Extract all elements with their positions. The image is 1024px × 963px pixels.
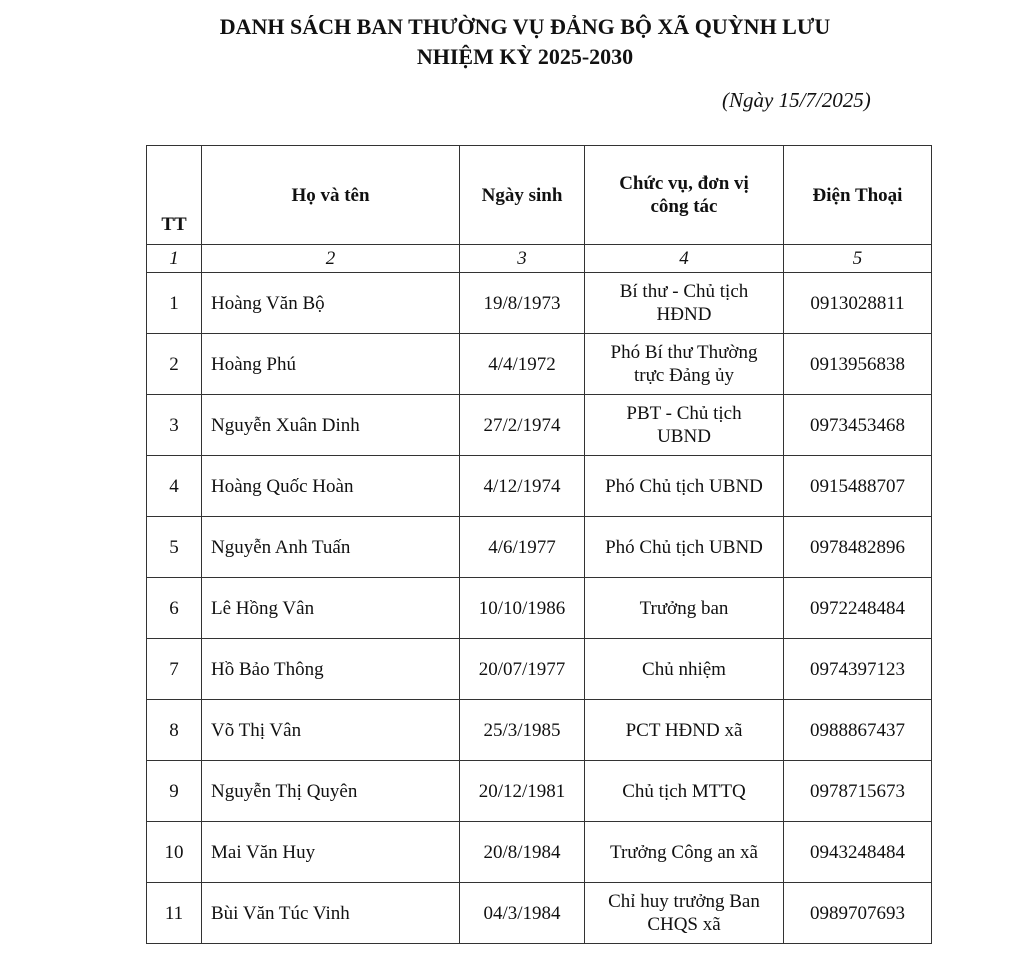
cell-tt: 7 <box>147 639 202 700</box>
header-row <box>147 146 932 245</box>
cell-phone: 0989707693 <box>784 883 932 944</box>
cell-position <box>585 639 784 700</box>
cell-name: Hoàng Văn Bộ <box>202 273 460 334</box>
table-row <box>147 761 932 822</box>
cell-position <box>585 700 784 761</box>
table-row <box>147 822 932 883</box>
cell-phone: 0978715673 <box>784 761 932 822</box>
cell-dob: 04/3/1984 <box>460 883 585 944</box>
cell-tt: 3 <box>147 395 202 456</box>
cell-dob: 4/12/1974 <box>460 456 585 517</box>
cell-tt: 10 <box>147 822 202 883</box>
table-row <box>147 883 932 944</box>
position-line-2: CHQS xã <box>647 914 721 935</box>
column-number: 4 <box>585 245 784 273</box>
position-line-1: Phó Chủ tịch UBND <box>605 475 763 497</box>
cell-phone: 0988867437 <box>784 700 932 761</box>
column-number: 3 <box>460 245 585 273</box>
cell-name: Bùi Văn Túc Vinh <box>202 883 460 944</box>
cell-name: Nguyễn Thị Quyên <box>202 761 460 822</box>
cell-dob: 4/6/1977 <box>460 517 585 578</box>
document-title <box>0 12 1024 72</box>
position-line-2: trực Đảng ủy <box>634 365 734 386</box>
position-line-2: UBND <box>657 426 711 447</box>
cell-position <box>585 334 784 395</box>
cell-dob: 19/8/1973 <box>460 273 585 334</box>
table-row <box>147 700 932 761</box>
cell-dob: 20/07/1977 <box>460 639 585 700</box>
header-tt: TT <box>147 146 202 245</box>
cell-tt: 2 <box>147 334 202 395</box>
cell-dob: 20/8/1984 <box>460 822 585 883</box>
column-number: 5 <box>784 245 932 273</box>
header-position-text: Chức vụ, đơn vị công tác <box>619 173 749 217</box>
table-row <box>147 456 932 517</box>
cell-phone: 0943248484 <box>784 822 932 883</box>
title-line-2: NHIỆM KỲ 2025-2030 <box>416 44 634 69</box>
cell-name: Võ Thị Vân <box>202 700 460 761</box>
cell-phone: 0915488707 <box>784 456 932 517</box>
column-number: 1 <box>147 245 202 273</box>
header-phone: Điện Thoại <box>784 146 932 245</box>
position-line-2: HĐND <box>656 304 712 325</box>
position-line-1: Chỉ huy trưởng Ban <box>608 891 760 912</box>
members-table <box>146 145 932 944</box>
cell-dob: 4/4/1972 <box>460 334 585 395</box>
cell-phone: 0913028811 <box>784 273 932 334</box>
position-line-1: Trưởng Công an xã <box>610 841 758 863</box>
cell-position <box>585 395 784 456</box>
cell-tt: 4 <box>147 456 202 517</box>
table-row <box>147 334 932 395</box>
position-line-1: Phó Bí thư Thường <box>610 342 758 363</box>
cell-tt: 6 <box>147 578 202 639</box>
table-row <box>147 273 932 334</box>
cell-tt: 1 <box>147 273 202 334</box>
cell-name: Mai Văn Huy <box>202 822 460 883</box>
cell-phone: 0913956838 <box>784 334 932 395</box>
table-row <box>147 639 932 700</box>
position-line-1: PBT - Chủ tịch <box>626 403 742 424</box>
cell-name: Hoàng Quốc Hoàn <box>202 456 460 517</box>
header-dob: Ngày sinh <box>460 146 585 245</box>
cell-position <box>585 883 784 944</box>
cell-position <box>585 578 784 639</box>
cell-name: Nguyễn Anh Tuấn <box>202 517 460 578</box>
cell-position <box>585 822 784 883</box>
cell-tt: 11 <box>147 883 202 944</box>
position-line-1: Phó Chủ tịch UBND <box>605 536 763 558</box>
position-line-1: Chủ nhiệm <box>642 658 726 680</box>
cell-position <box>585 761 784 822</box>
document-date: (Ngày 15/7/2025) <box>722 88 871 112</box>
position-line-1: Trưởng ban <box>639 597 729 619</box>
cell-dob: 27/2/1974 <box>460 395 585 456</box>
cell-dob: 10/10/1986 <box>460 578 585 639</box>
table-row <box>147 395 932 456</box>
position-line-1: Bí thư - Chủ tịch <box>619 281 749 302</box>
cell-dob: 20/12/1981 <box>460 761 585 822</box>
cell-position <box>585 517 784 578</box>
cell-phone: 0974397123 <box>784 639 932 700</box>
column-number: 2 <box>202 245 460 273</box>
cell-name: Hồ Bảo Thông <box>202 639 460 700</box>
cell-name: Nguyễn Xuân Dinh <box>202 395 460 456</box>
cell-phone: 0972248484 <box>784 578 932 639</box>
position-line-1: PCT HĐND xã <box>625 719 743 741</box>
column-number-row <box>147 245 932 273</box>
cell-position <box>585 456 784 517</box>
table-row <box>147 517 932 578</box>
position-line-1: Chủ tịch MTTQ <box>622 780 746 802</box>
cell-tt: 5 <box>147 517 202 578</box>
cell-tt: 8 <box>147 700 202 761</box>
cell-position <box>585 273 784 334</box>
cell-name: Lê Hồng Vân <box>202 578 460 639</box>
cell-phone: 0978482896 <box>784 517 932 578</box>
cell-phone: 0973453468 <box>784 395 932 456</box>
header-position <box>585 146 784 245</box>
cell-dob: 25/3/1985 <box>460 700 585 761</box>
title-line-1: DANH SÁCH BAN THƯỜNG VỤ ĐẢNG BỘ XÃ QUỲNH LƯU <box>219 14 831 39</box>
cell-tt: 9 <box>147 761 202 822</box>
cell-name: Hoàng Phú <box>202 334 460 395</box>
header-name: Họ và tên <box>202 146 460 245</box>
table-row <box>147 578 932 639</box>
table-body <box>147 273 932 944</box>
